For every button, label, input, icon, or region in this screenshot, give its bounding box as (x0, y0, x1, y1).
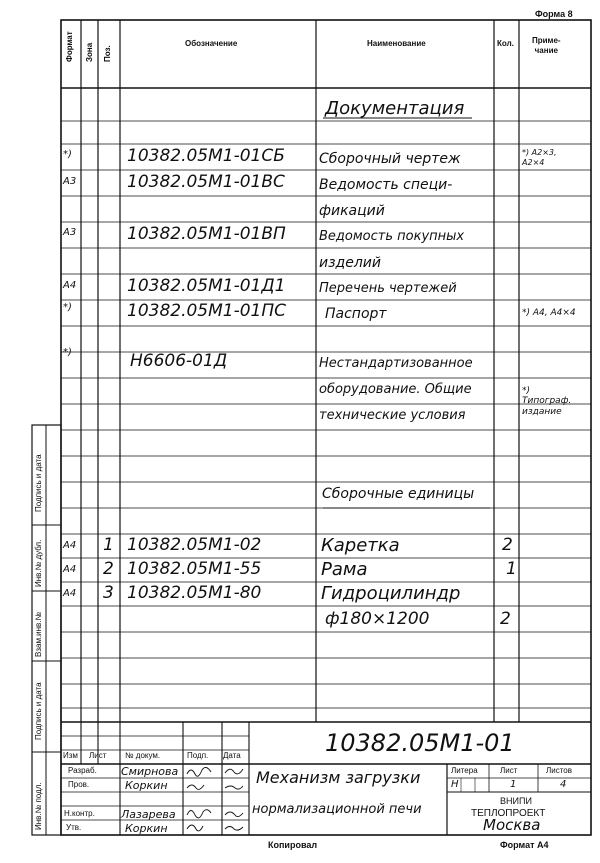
row11-name: технические условия (319, 408, 466, 423)
stamp-designation: 10382.05М1-01 (325, 729, 515, 757)
row2-format: *) (63, 149, 72, 160)
row7-name: Перечень чертежей (319, 281, 457, 296)
side-replace-inv: Взам.инв.№ (34, 611, 43, 657)
row3-format: А3 (63, 176, 77, 187)
row13-pos: 1 (103, 535, 114, 555)
row6-name: изделий (319, 255, 381, 271)
row2-note: *) А2×3, А2×4 (522, 148, 557, 167)
stamp-utv-label: Утв. (66, 823, 82, 832)
side-sign-date-2: Подпись и дата (34, 682, 43, 740)
header-designation: Обозначение (185, 39, 238, 48)
row16-qty: 2 (500, 609, 511, 629)
footer-copied: Копировал (268, 840, 318, 850)
stamp-col-list: Лист (89, 751, 107, 760)
row8-name: Паспорт (325, 306, 387, 322)
stamp-prov-name: Коркин (125, 779, 168, 792)
stamp-list-label: Лист (500, 766, 518, 775)
row8-note: *) А4, А4×4 (522, 308, 576, 318)
section-assembly-units: Сборочные единицы (322, 486, 475, 502)
row8-format: *) (63, 302, 72, 313)
row15-designation: 10382.05М1-80 (127, 583, 262, 603)
stamp-org-line2: ТЕПЛОПРОЕКТ (471, 808, 546, 819)
stamp-nkontr-label: Н.контр. (64, 809, 95, 818)
row15-format: А4 (63, 588, 77, 599)
header-note: Приме- чание (532, 36, 561, 56)
header-pos: Поз. (103, 45, 112, 62)
row13-qty: 2 (502, 535, 513, 555)
stamp-litera-value: Н (451, 779, 459, 790)
row9-name: Нестандартизованное (319, 356, 473, 371)
row14-designation: 10382.05М1-55 (127, 559, 262, 579)
stamp-listov-value: 4 (560, 779, 567, 790)
side-dupl-inv: Инв.№ дубл. (34, 539, 43, 587)
row9-format: *) (63, 347, 72, 358)
row7-format: А4 (63, 280, 77, 291)
row14-format: А4 (63, 564, 77, 575)
row3-designation: 10382.05М1-01ВС (127, 172, 285, 192)
row14-pos: 2 (103, 559, 114, 579)
stamp-nkontr-name: Лазарева (121, 808, 176, 821)
row7-designation: 10382.05М1-01Д1 (127, 276, 286, 296)
header-format: Формат (65, 31, 74, 62)
header-zone: Зона (85, 42, 94, 62)
row3-name: Ведомость специ- (319, 177, 453, 193)
row9-designation: Н6606-01Д (130, 351, 228, 371)
stamp-org-line1: ВНИПИ (500, 796, 532, 806)
stamp-title-line1: Механизм загрузки (256, 768, 421, 787)
row15-pos: 3 (103, 583, 114, 603)
row5-name: Ведомость покупных (319, 229, 465, 244)
stamp-col-izm: Изм (63, 751, 78, 760)
side-orig-inv: Инв.№ подл. (34, 782, 43, 830)
section-documentation: Документация (325, 98, 465, 119)
stamp-col-doc: № докум. (125, 751, 161, 760)
form-label: Форма 8 (535, 9, 573, 19)
row15-name: Гидроцилиндр (321, 583, 461, 604)
stamp-razrab-label: Разраб. (68, 766, 97, 775)
header-name: Наименование (367, 39, 426, 48)
header-qty: Кол. (497, 39, 514, 48)
row13-name: Каретка (321, 535, 400, 556)
footer-format: Формат А4 (500, 840, 549, 850)
stamp-utv-name: Коркин (125, 822, 168, 835)
row2-designation: 10382.05М1-01СБ (127, 146, 285, 166)
row13-format: А4 (63, 540, 77, 551)
row10-name: оборудование. Общие (319, 382, 472, 397)
row14-qty: 1 (506, 559, 517, 579)
stamp-listov-label: Листов (546, 766, 572, 775)
row2-name: Сборочный чертеж (319, 151, 461, 167)
stamp-litera-label: Литера (451, 766, 478, 775)
stamp-title-line2: нормализационной печи (252, 802, 422, 817)
stamp-org-city: Москва (483, 816, 541, 834)
row8-designation: 10382.05М1-01ПС (127, 301, 287, 321)
stamp-col-sign: Подп. (187, 751, 209, 760)
stamp-prov-label: Пров. (68, 780, 90, 789)
stamp-razrab-name: Смирнова (121, 765, 179, 778)
row11-note: *) Типограф. издание (522, 386, 572, 417)
row5-format: А3 (63, 227, 77, 238)
row4-name: фикаций (319, 203, 385, 219)
signature-scribbles (183, 764, 249, 835)
stamp-list-value: 1 (510, 779, 517, 790)
row13-designation: 10382.05М1-02 (127, 535, 262, 555)
row5-designation: 10382.05М1-01ВП (127, 224, 286, 244)
row16-name: ф180×1200 (325, 609, 430, 629)
stamp-col-date: Дата (223, 751, 241, 760)
side-sign-date-1: Подпись и дата (34, 454, 43, 512)
row14-name: Рама (321, 559, 368, 580)
